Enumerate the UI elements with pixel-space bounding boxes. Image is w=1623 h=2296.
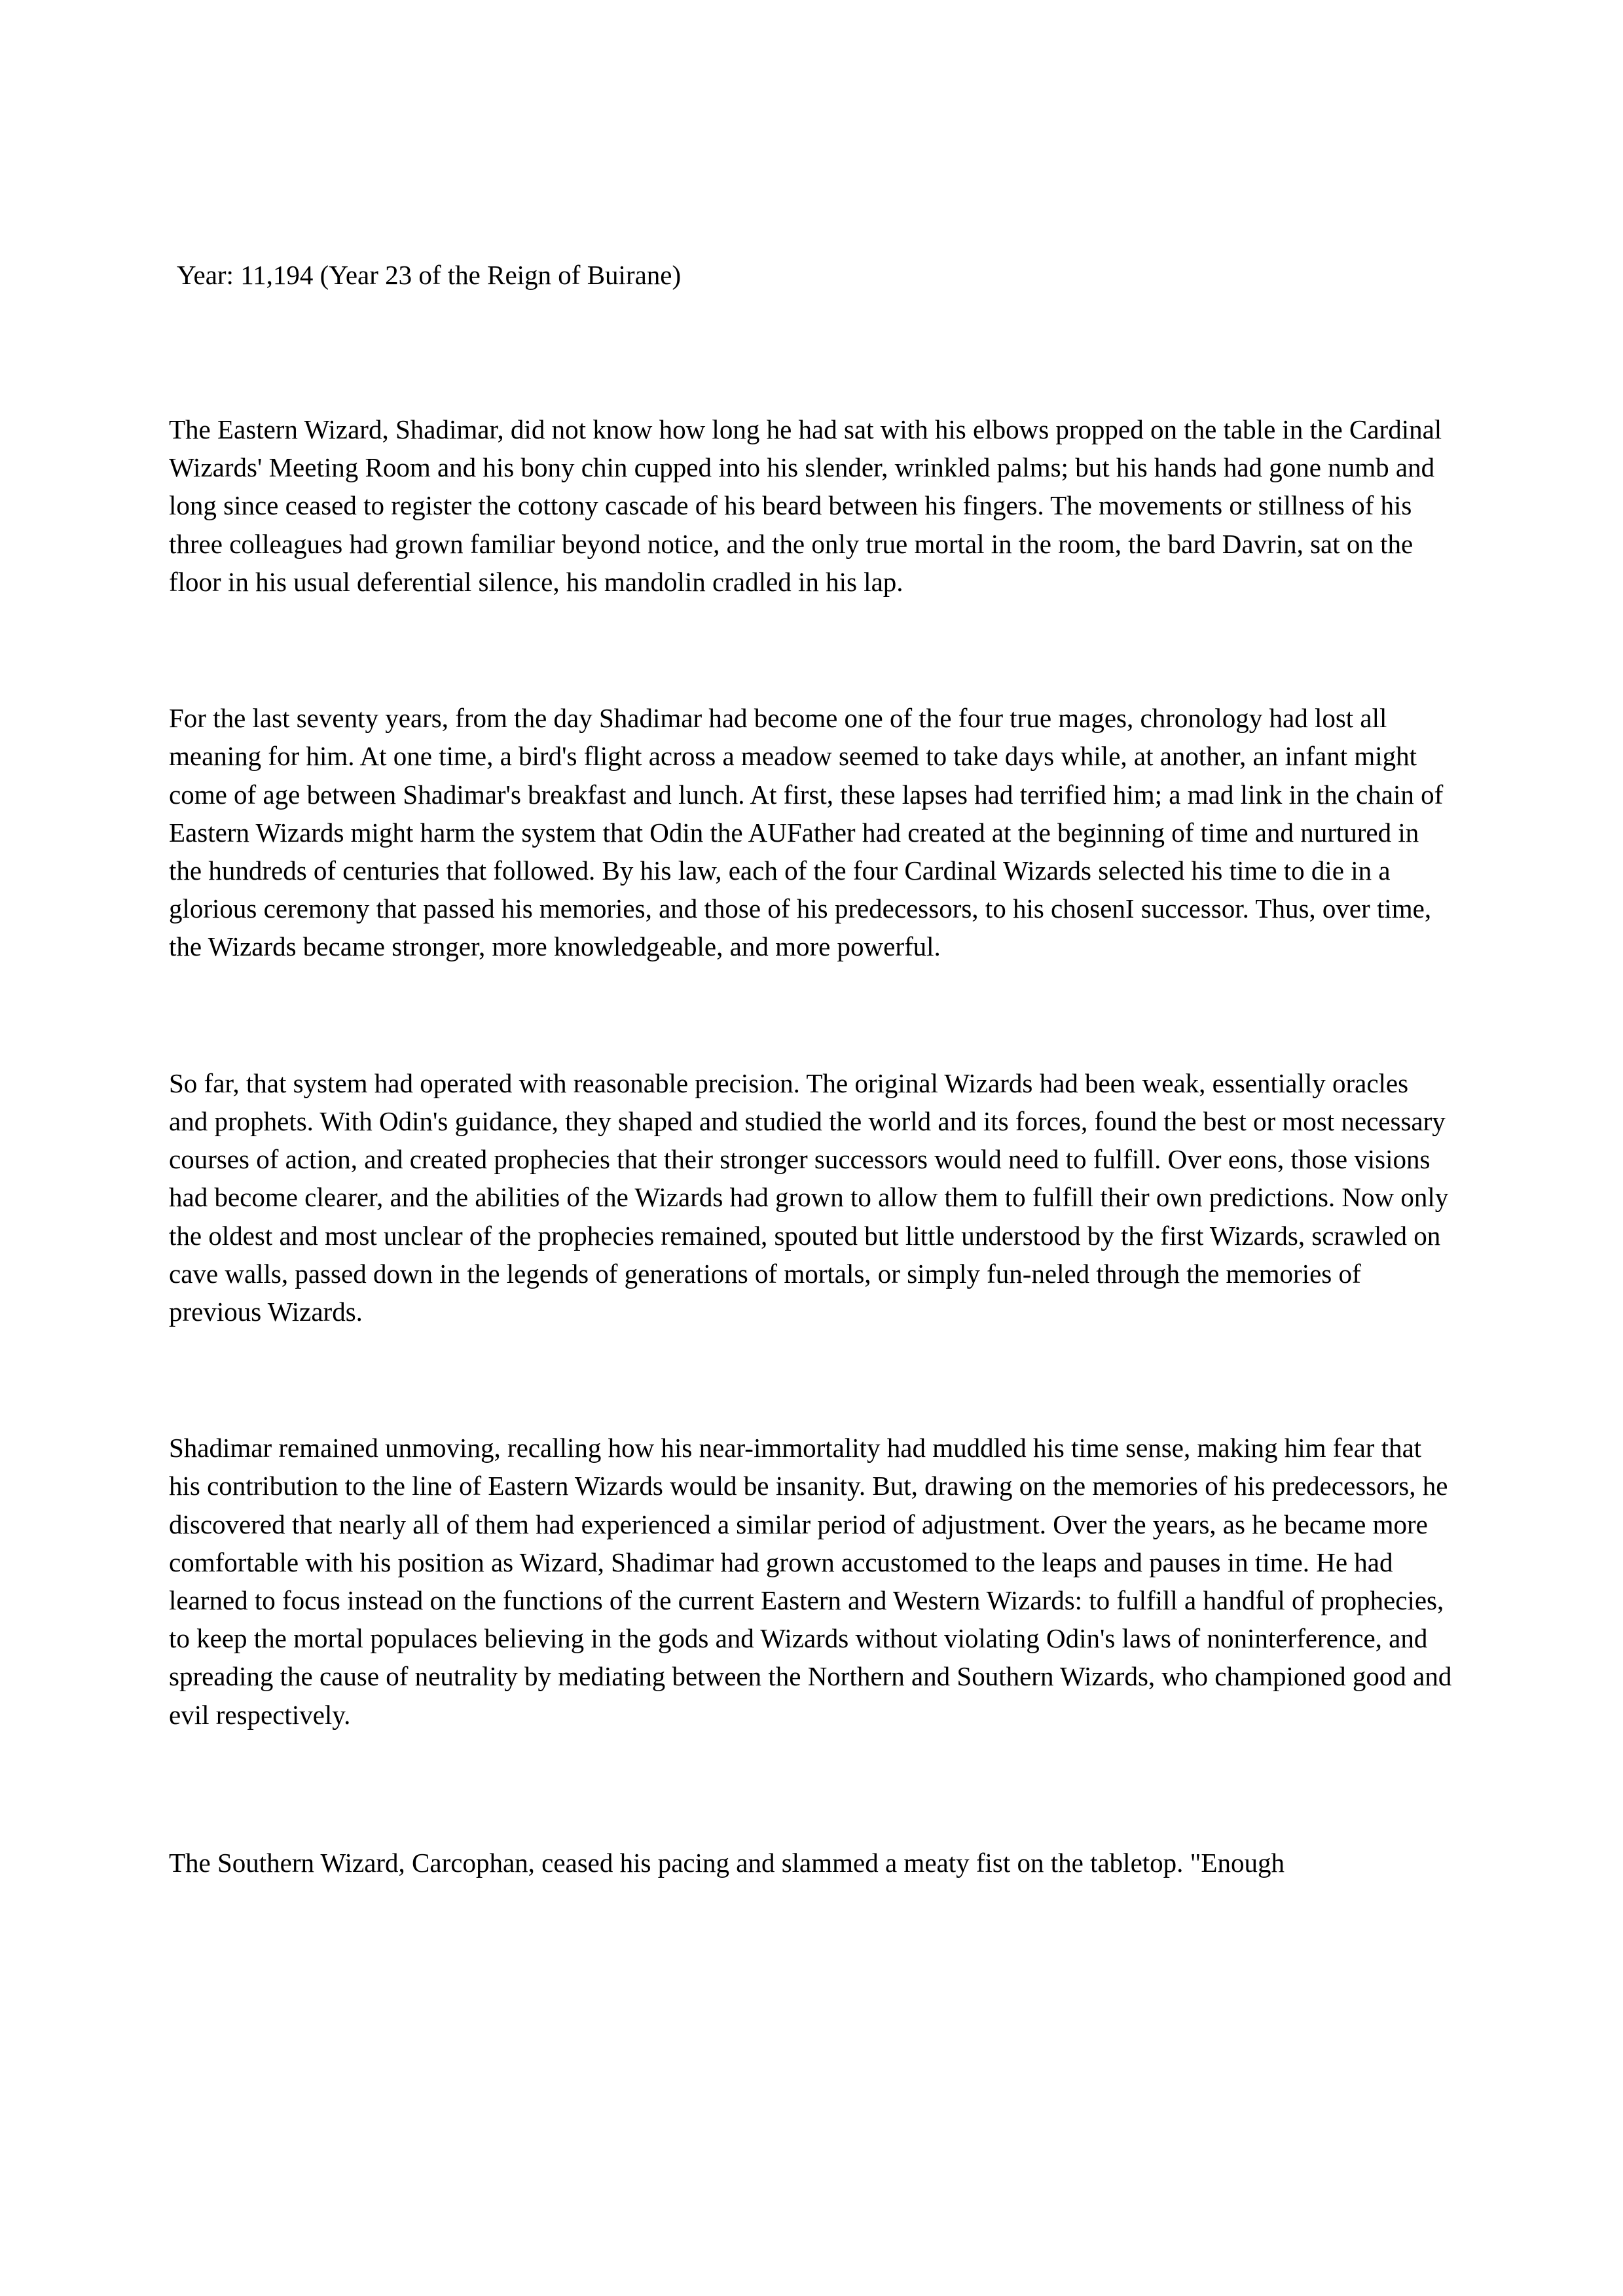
paragraph-5: The Southern Wizard, Carcophan, ceased his pacing and slammed a meaty fist on the tabletop. "Enough — [169, 1847, 1285, 1878]
paragraph-1: The Eastern Wizard, Shadimar, did not know how long he had sat with his elbows propped on the table in the Cardinal Wizards' Meeting Room and his bony chin cupped into his slender, wrinkled palms; but his hands had gone numb and long since ceased to register the cottony cascade of his beard between his fingers. The movements or stillness of his three colleagues had grown familiar beyond notice, and the only true mortal in the room, the bard Davrin, sat on the floor in his usual deferential silence, his mandolin cradled in his lap. — [169, 414, 1442, 597]
spacer — [169, 966, 1452, 1064]
document-body — [169, 262, 1452, 1882]
paragraph-4: Shadimar remained unmoving, recalling how his near-immortality had muddled his time sense, making him fear that his contribution to the line of Eastern Wizards would be insanity. But, drawing on the memories of his predecessors, he discovered that nearly all of them had experienced a similar period of adjustment. Over the years, as he became more comfortable with his position as Wizard, Shadimar had grown accustomed to the leaps and pauses in time. He had learned to focus instead on the functions of the current Eastern and Western Wizards: to fulfill a handful of prophecies, to keep the mortal populaces believing in the gods and Wizards without violating Odin's laws of noninterference, and spreading the cause of neutrality by mediating between the Northern and Southern Wizards, who championed good and evil respectively. — [169, 1433, 1452, 1730]
spacer — [169, 1734, 1452, 1844]
spacer — [169, 1331, 1452, 1429]
spacer — [169, 289, 1452, 410]
document-heading: Year: 11,194 (Year 23 of the Reign of Buirane) — [177, 260, 682, 290]
paragraph-2: For the last seventy years, from the day Shadimar had become one of the four true mages, chronology had lost all meaning for him. At one time, a bird's flight across a meadow seemed to take days while, at another, an infant might come of age between Shadimar's breakfast and lunch. At first, these lapses had terrified him; a mad link in the chain of Eastern Wizards might harm the system that Odin the AUFather had created at the beginning of time and nurtured in the hundreds of centuries that followed. By his law, each of the four Cardinal Wizards selected his time to die in a glorious ceremony that passed his memories, and those of his predecessors, to his chosenI successor. Thus, over time, the Wizards became stronger, more knowledgeable, and more powerful. — [169, 703, 1444, 962]
spacer — [169, 601, 1452, 699]
paragraph-3: So far, that system had operated with reasonable precision. The original Wizards had been weak, essentially oracles and prophets. With Odin's guidance, they shaped and studied the world and its forces, found the best or most necessary courses of action, and created prophecies that their stronger successors would need to fulfill. Over eons, those visions had become clearer, and the abilities of the Wizards had grown to allow them to fulfill their own predictions. Now only the oldest and most unclear of the prophecies remained, spouted but little understood by the first Wizards, scrawled on cave walls, passed down in the legends of generations of mortals, or simply fun-neled through the memories of previous Wizards. — [169, 1067, 1449, 1327]
